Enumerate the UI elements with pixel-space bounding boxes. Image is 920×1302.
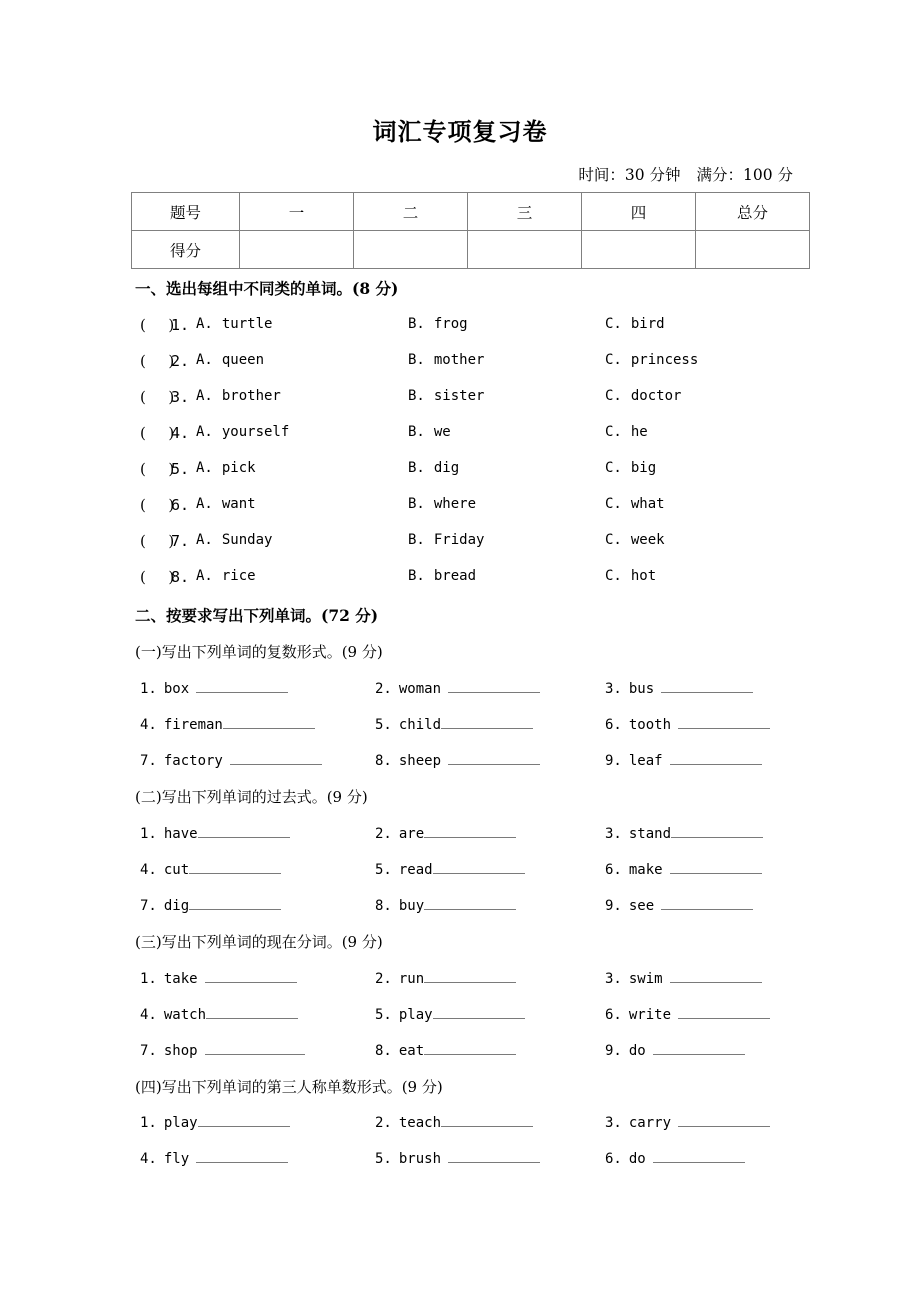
fill-in-item — [605, 751, 762, 769]
fill-in-row — [140, 1005, 840, 1027]
item-word: eat — [398, 1043, 425, 1059]
answer-blank-parens[interactable]: ( ) — [140, 496, 175, 514]
item-number: 2. — [375, 971, 392, 987]
choice-option-b[interactable] — [408, 424, 451, 440]
choice-option-b[interactable] — [408, 352, 484, 368]
answer-blank[interactable] — [670, 751, 762, 765]
question-number: 5. — [171, 460, 190, 478]
item-number: 2. — [375, 826, 392, 842]
subsection-heading: (一)写出下列单词的复数形式。(9 分) — [135, 643, 383, 661]
answer-blank[interactable] — [433, 860, 525, 874]
choice-option-b[interactable] — [408, 568, 476, 584]
fill-in-item — [605, 715, 770, 733]
fill-in-item — [375, 679, 540, 697]
choice-option-a[interactable] — [196, 532, 272, 548]
item-number: 3. — [605, 681, 622, 697]
fill-in-item — [375, 860, 525, 878]
answer-blank-parens[interactable]: ( ) — [140, 316, 175, 334]
item-word: child — [398, 717, 442, 733]
answer-blank[interactable] — [189, 860, 281, 874]
item-number: 1. — [140, 826, 157, 842]
item-word: cut — [163, 862, 190, 878]
option-word: week — [630, 532, 665, 548]
item-number: 9. — [605, 898, 622, 914]
option-word: he — [630, 424, 648, 440]
answer-blank[interactable] — [198, 824, 290, 838]
score-table-cell: 二 — [354, 193, 468, 231]
option-letter: B. — [408, 496, 425, 512]
answer-blank-parens[interactable]: ( ) — [140, 568, 175, 586]
score-table-row-label: 题号 — [132, 193, 240, 231]
score-table-cell: 总分 — [696, 193, 810, 231]
subsection-heading: (三)写出下列单词的现在分词。(9 分) — [135, 933, 383, 951]
option-letter: C. — [605, 424, 622, 440]
option-letter: A. — [196, 316, 213, 332]
item-number: 8. — [375, 898, 392, 914]
option-word: sister — [433, 388, 485, 404]
exam-meta — [578, 163, 793, 185]
option-word: pick — [221, 460, 256, 476]
fill-in-item — [605, 679, 753, 697]
choice-option-b[interactable] — [408, 532, 484, 548]
full-score-label: 满分：100 分 — [696, 166, 793, 184]
fill-in-item — [140, 969, 297, 987]
fill-in-row — [140, 1041, 840, 1063]
item-word: woman — [398, 681, 442, 697]
question-number: 8. — [171, 568, 190, 586]
subsection-heading: (四)写出下列单词的第三人称单数形式。(9 分) — [135, 1078, 443, 1096]
choice-option-c[interactable] — [605, 424, 648, 440]
item-number: 4. — [140, 1151, 157, 1167]
item-word: bus — [628, 681, 655, 697]
option-letter: B. — [408, 532, 425, 548]
answer-blank[interactable] — [441, 1113, 533, 1127]
score-table-cell: 一 — [240, 193, 354, 231]
fill-in-item — [605, 1041, 745, 1059]
fill-in-item — [140, 715, 315, 733]
score-entry-cell[interactable] — [582, 231, 696, 269]
option-letter: B. — [408, 460, 425, 476]
fill-in-item — [140, 824, 290, 842]
score-table-cell: 四 — [582, 193, 696, 231]
fill-in-item — [140, 679, 288, 697]
item-word: factory — [163, 753, 223, 769]
fill-in-item — [375, 1005, 525, 1023]
item-number: 6. — [605, 1151, 622, 1167]
option-letter: C. — [605, 316, 622, 332]
item-number: 2. — [375, 1115, 392, 1131]
fill-in-item — [375, 1041, 516, 1059]
choice-option-c[interactable] — [605, 316, 665, 332]
fill-in-item — [375, 1149, 540, 1167]
answer-blank[interactable] — [205, 1041, 305, 1055]
option-word: Sunday — [221, 532, 273, 548]
item-word: carry — [628, 1115, 672, 1131]
item-number: 4. — [140, 1007, 157, 1023]
choice-question-row — [140, 496, 840, 518]
option-word: queen — [221, 352, 265, 368]
answer-blank[interactable] — [424, 896, 516, 910]
choice-option-b[interactable] — [408, 316, 468, 332]
question-number: 7. — [171, 532, 190, 550]
option-word: big — [630, 460, 657, 476]
item-number: 8. — [375, 753, 392, 769]
fill-in-row — [140, 824, 840, 846]
option-letter: A. — [196, 568, 213, 584]
fill-in-item — [605, 1113, 770, 1131]
fill-in-item — [140, 860, 281, 878]
option-letter: A. — [196, 460, 213, 476]
answer-blank[interactable] — [448, 751, 540, 765]
choice-option-a[interactable] — [196, 388, 281, 404]
fill-in-item — [375, 896, 516, 914]
item-word: sheep — [398, 753, 442, 769]
item-word: read — [398, 862, 433, 878]
answer-blank[interactable] — [661, 679, 753, 693]
item-number: 9. — [605, 753, 622, 769]
answer-blank[interactable] — [678, 1005, 770, 1019]
choice-option-a[interactable] — [196, 424, 289, 440]
answer-blank[interactable] — [448, 679, 540, 693]
option-word: bird — [630, 316, 665, 332]
item-word: fly — [163, 1151, 190, 1167]
option-letter: C. — [605, 460, 622, 476]
option-word: frog — [433, 316, 468, 332]
item-word: leaf — [628, 753, 663, 769]
answer-blank-parens[interactable]: ( ) — [140, 532, 175, 550]
item-number: 5. — [375, 717, 392, 733]
choice-option-a[interactable] — [196, 568, 256, 584]
item-word: fireman — [163, 717, 223, 733]
option-word: we — [433, 424, 451, 440]
choice-option-b[interactable] — [408, 388, 484, 404]
item-number: 5. — [375, 1151, 392, 1167]
choice-question-row — [140, 352, 840, 374]
item-word: make — [628, 862, 663, 878]
item-word: play — [163, 1115, 198, 1131]
item-number: 2. — [375, 681, 392, 697]
fill-in-item — [140, 1149, 288, 1167]
answer-blank[interactable] — [433, 1005, 525, 1019]
option-letter: C. — [605, 496, 622, 512]
item-number: 6. — [605, 1007, 622, 1023]
choice-option-c[interactable] — [605, 532, 665, 548]
option-word: dig — [433, 460, 460, 476]
answer-blank[interactable] — [198, 1113, 290, 1127]
answer-blank[interactable] — [670, 969, 762, 983]
question-number: 6. — [171, 496, 190, 514]
fill-in-item — [140, 1113, 290, 1131]
option-letter: B. — [408, 388, 425, 404]
fill-in-item — [375, 1113, 533, 1131]
choice-option-c[interactable] — [605, 460, 656, 476]
item-word: box — [163, 681, 190, 697]
question-number: 3. — [171, 388, 190, 406]
item-number: 1. — [140, 971, 157, 987]
choice-question-row — [140, 388, 840, 410]
fill-in-row — [140, 715, 840, 737]
item-word: shop — [163, 1043, 198, 1059]
item-number: 5. — [375, 1007, 392, 1023]
fill-in-item — [140, 1005, 298, 1023]
score-entry-cell[interactable] — [696, 231, 810, 269]
item-word: watch — [163, 1007, 207, 1023]
fill-in-row — [140, 1149, 840, 1171]
fill-in-item — [605, 824, 763, 842]
score-entry-cell[interactable] — [354, 231, 468, 269]
answer-blank[interactable] — [678, 715, 770, 729]
fill-in-item — [605, 896, 753, 914]
choice-question-row — [140, 316, 840, 338]
option-letter: A. — [196, 424, 213, 440]
answer-blank[interactable] — [653, 1041, 745, 1055]
item-number: 1. — [140, 681, 157, 697]
item-word: stand — [628, 826, 672, 842]
option-word: hot — [630, 568, 657, 584]
option-letter: A. — [196, 352, 213, 368]
fill-in-row — [140, 751, 840, 773]
choice-option-b[interactable] — [408, 496, 476, 512]
option-word: what — [630, 496, 665, 512]
item-number: 7. — [140, 898, 157, 914]
fill-in-row — [140, 860, 840, 882]
choice-question-row — [140, 532, 840, 554]
item-word: brush — [398, 1151, 442, 1167]
question-number: 1. — [171, 316, 190, 334]
time-limit-label: 时间：30 分钟 — [578, 166, 681, 184]
answer-blank[interactable] — [671, 824, 763, 838]
option-word: yourself — [221, 424, 290, 440]
score-table — [131, 192, 810, 269]
choice-option-c[interactable] — [605, 496, 665, 512]
subsection-heading: (二)写出下列单词的过去式。(9 分) — [135, 788, 368, 806]
answer-blank-parens[interactable]: ( ) — [140, 388, 175, 406]
item-word: write — [628, 1007, 672, 1023]
score-table-cell: 三 — [468, 193, 582, 231]
item-number: 6. — [605, 717, 622, 733]
item-word: tooth — [628, 717, 672, 733]
answer-blank[interactable] — [678, 1113, 770, 1127]
option-word: rice — [221, 568, 256, 584]
answer-blank[interactable] — [670, 860, 762, 874]
option-letter: A. — [196, 388, 213, 404]
fill-in-item — [375, 824, 516, 842]
choice-question-row — [140, 424, 840, 446]
fill-in-item — [605, 860, 762, 878]
item-number: 5. — [375, 862, 392, 878]
fill-in-item — [375, 969, 516, 987]
answer-blank[interactable] — [424, 824, 516, 838]
answer-blank[interactable] — [448, 1149, 540, 1163]
choice-question-row — [140, 460, 840, 482]
item-number: 7. — [140, 1043, 157, 1059]
item-number: 7. — [140, 753, 157, 769]
answer-blank[interactable] — [441, 715, 533, 729]
section-one-heading: 一、选出每组中不同类的单词。(8 分) — [135, 279, 399, 298]
fill-in-item — [375, 715, 533, 733]
option-letter: B. — [408, 424, 425, 440]
answer-blank[interactable] — [223, 715, 315, 729]
option-word: princess — [630, 352, 699, 368]
answer-blank[interactable] — [196, 679, 288, 693]
fill-in-item — [140, 751, 322, 769]
item-number: 8. — [375, 1043, 392, 1059]
item-number: 3. — [605, 971, 622, 987]
answer-blank[interactable] — [206, 1005, 298, 1019]
answer-blank[interactable] — [424, 1041, 516, 1055]
fill-in-row — [140, 1113, 840, 1135]
answer-blank-parens[interactable]: ( ) — [140, 424, 175, 442]
answer-blank[interactable] — [661, 896, 753, 910]
item-word: take — [163, 971, 198, 987]
fill-in-item — [605, 1005, 770, 1023]
score-entry-cell[interactable] — [468, 231, 582, 269]
choice-question-row — [140, 568, 840, 590]
item-number: 4. — [140, 717, 157, 733]
item-number: 3. — [605, 1115, 622, 1131]
page-title: 词汇专项复习卷 — [372, 117, 548, 146]
answer-blank[interactable] — [189, 896, 281, 910]
answer-blank-parens[interactable]: ( ) — [140, 352, 175, 370]
choice-option-c[interactable] — [605, 568, 656, 584]
item-word: swim — [628, 971, 663, 987]
option-letter: A. — [196, 532, 213, 548]
question-number: 4. — [171, 424, 190, 442]
answer-blank[interactable] — [205, 969, 297, 983]
choice-option-c[interactable] — [605, 352, 698, 368]
choice-option-a[interactable] — [196, 496, 256, 512]
item-number: 1. — [140, 1115, 157, 1131]
answer-blank[interactable] — [653, 1149, 745, 1163]
item-word: buy — [398, 898, 425, 914]
item-word: do — [628, 1043, 646, 1059]
choice-option-a[interactable] — [196, 352, 264, 368]
option-word: turtle — [221, 316, 273, 332]
option-word: brother — [221, 388, 281, 404]
choice-option-c[interactable] — [605, 388, 681, 404]
score-entry-cell[interactable] — [240, 231, 354, 269]
fill-in-item — [375, 751, 540, 769]
item-word: have — [163, 826, 198, 842]
answer-blank-parens[interactable]: ( ) — [140, 460, 175, 478]
fill-in-row — [140, 969, 840, 991]
option-letter: C. — [605, 568, 622, 584]
option-letter: C. — [605, 388, 622, 404]
section-two-heading: 二、按要求写出下列单词。(72 分) — [135, 606, 379, 625]
table-row — [132, 231, 810, 269]
option-word: mother — [433, 352, 485, 368]
option-letter: C. — [605, 532, 622, 548]
item-word: teach — [398, 1115, 442, 1131]
fill-in-item — [605, 969, 762, 987]
option-letter: B. — [408, 568, 425, 584]
option-word: want — [221, 496, 256, 512]
question-number: 2. — [171, 352, 190, 370]
option-letter: A. — [196, 496, 213, 512]
option-letter: C. — [605, 352, 622, 368]
item-word: run — [398, 971, 425, 987]
option-word: doctor — [630, 388, 682, 404]
option-letter: B. — [408, 352, 425, 368]
item-word: are — [398, 826, 425, 842]
item-number: 6. — [605, 862, 622, 878]
fill-in-item — [140, 896, 281, 914]
item-word: see — [628, 898, 655, 914]
item-word: dig — [163, 898, 190, 914]
fill-in-row — [140, 679, 840, 701]
fill-in-row — [140, 896, 840, 918]
item-number: 3. — [605, 826, 622, 842]
item-word: play — [398, 1007, 433, 1023]
fill-in-item — [140, 1041, 305, 1059]
score-table-row-label: 得分 — [132, 231, 240, 269]
item-word: do — [628, 1151, 646, 1167]
fill-in-item — [605, 1149, 745, 1167]
answer-blank[interactable] — [196, 1149, 288, 1163]
table-row — [132, 193, 810, 231]
answer-blank[interactable] — [230, 751, 322, 765]
choice-option-a[interactable] — [196, 316, 272, 332]
item-number: 9. — [605, 1043, 622, 1059]
option-word: where — [433, 496, 477, 512]
option-word: bread — [433, 568, 477, 584]
answer-blank[interactable] — [424, 969, 516, 983]
choice-option-b[interactable] — [408, 460, 459, 476]
option-word: Friday — [433, 532, 485, 548]
option-letter: B. — [408, 316, 425, 332]
choice-option-a[interactable] — [196, 460, 256, 476]
item-number: 4. — [140, 862, 157, 878]
